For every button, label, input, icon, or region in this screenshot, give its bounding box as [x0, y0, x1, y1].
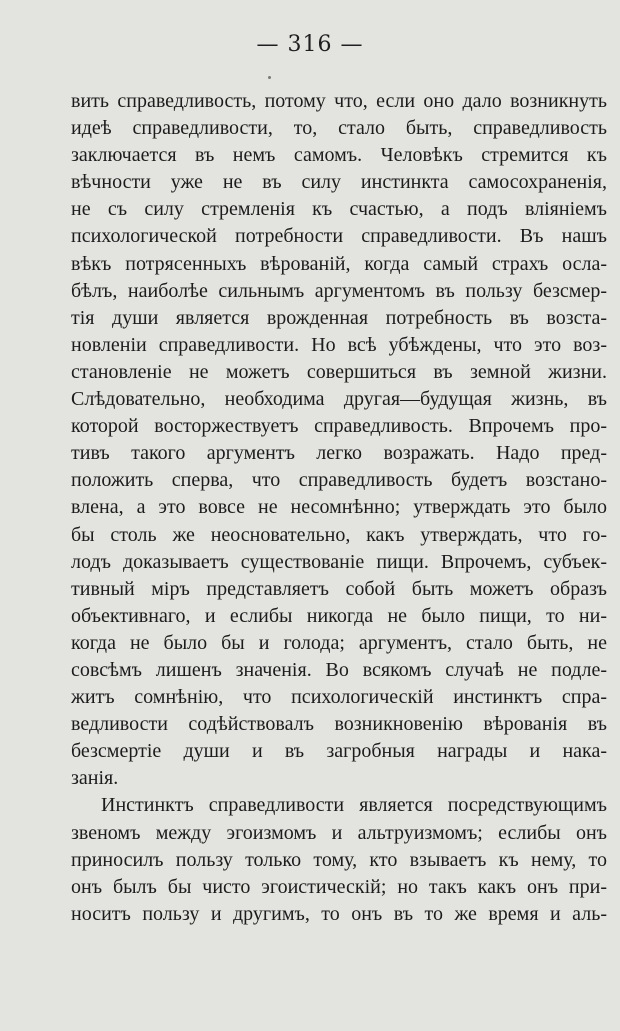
- text-line: влена, а это вовсе не несомнѣнно; утверждать это было: [71, 496, 607, 519]
- text-line: становленіе не можетъ совершиться въ земной жизни.: [71, 360, 607, 383]
- paragraph-end-line: занія.: [71, 767, 119, 790]
- text-line: тія души является врожденная потребность въ возста-: [71, 306, 607, 329]
- text-line: вѣчности уже не въ силу инстинкта самосохраненія,: [71, 171, 607, 194]
- text-line: бѣлъ, наиболѣе сильнымъ аргументомъ въ пользу безсмер-: [71, 279, 607, 302]
- text-line: звеномъ между эгоизмомъ и альтруизмомъ; еслибы онъ: [71, 821, 607, 844]
- text-line: совсѣмъ лишенъ значенія. Во всякомъ случаѣ не подле-: [71, 658, 607, 681]
- page-number: — 316 —: [256, 32, 364, 57]
- text-line: положить сперва, что справедливость будетъ возстано-: [71, 469, 607, 492]
- body-text: [71, 88, 607, 928]
- text-line: заключается въ немъ самомъ. Человѣкъ стремится къ: [71, 144, 607, 167]
- text-line: объективнаго, и еслибы никогда не было пищи, то ни-: [71, 604, 607, 627]
- text-line: ведливости содѣйствовалъ возникновенію вѣрованія въ: [71, 713, 607, 736]
- text-line: приносилъ пользу только тому, кто взываетъ къ нему, то: [71, 848, 607, 871]
- text-line: вить справедливость, потому что, если оно дало возникнуть: [71, 90, 607, 112]
- text-line: носитъ пользу и другимъ, то онъ въ то же время и аль-: [71, 902, 607, 925]
- text-line: безсмертіе души и въ загробныя награды и нака-: [71, 740, 607, 763]
- text-line: новленіи справедливости. Но всѣ убѣждены, что это воз-: [71, 333, 607, 356]
- text-line: когда не было бы и голода; аргументъ, стало быть, не: [71, 631, 607, 654]
- text-line: идеѣ справедливости, то, стало быть, справедливость: [71, 117, 607, 140]
- text-line: которой восторжествуетъ справедливость. Впрочемъ про-: [71, 415, 607, 438]
- text-line: не съ силу стремленія къ счастью, а подъ вліяніемъ: [71, 198, 607, 221]
- print-speck: [268, 76, 271, 79]
- text-line: онъ былъ бы чисто эгоистическій; но такъ какъ онъ при-: [71, 875, 607, 898]
- text-line: лодъ доказываетъ существованіе пищи. Впрочемъ, субъек-: [71, 550, 607, 573]
- paragraph-first-line: Инстинктъ справедливости является посредствующимъ: [101, 794, 607, 817]
- text-line: житъ сомнѣнію, что психологическій инстинктъ спра-: [71, 686, 607, 709]
- text-line: вѣкъ потрясенныхъ вѣрованій, когда самый страхъ осла-: [71, 252, 607, 275]
- text-line: Слѣдовательно, необходима другая—будущая жизнь, въ: [71, 388, 607, 411]
- text-line: тивный міръ представляетъ собой быть можетъ образъ: [71, 577, 607, 600]
- text-line: бы столь же неосновательно, какъ утверждать, что го-: [71, 523, 607, 546]
- text-line: тивъ такого аргументъ легко возражать. Надо пред-: [71, 442, 607, 465]
- text-line: психологической потребности справедливости. Въ нашъ: [71, 225, 607, 248]
